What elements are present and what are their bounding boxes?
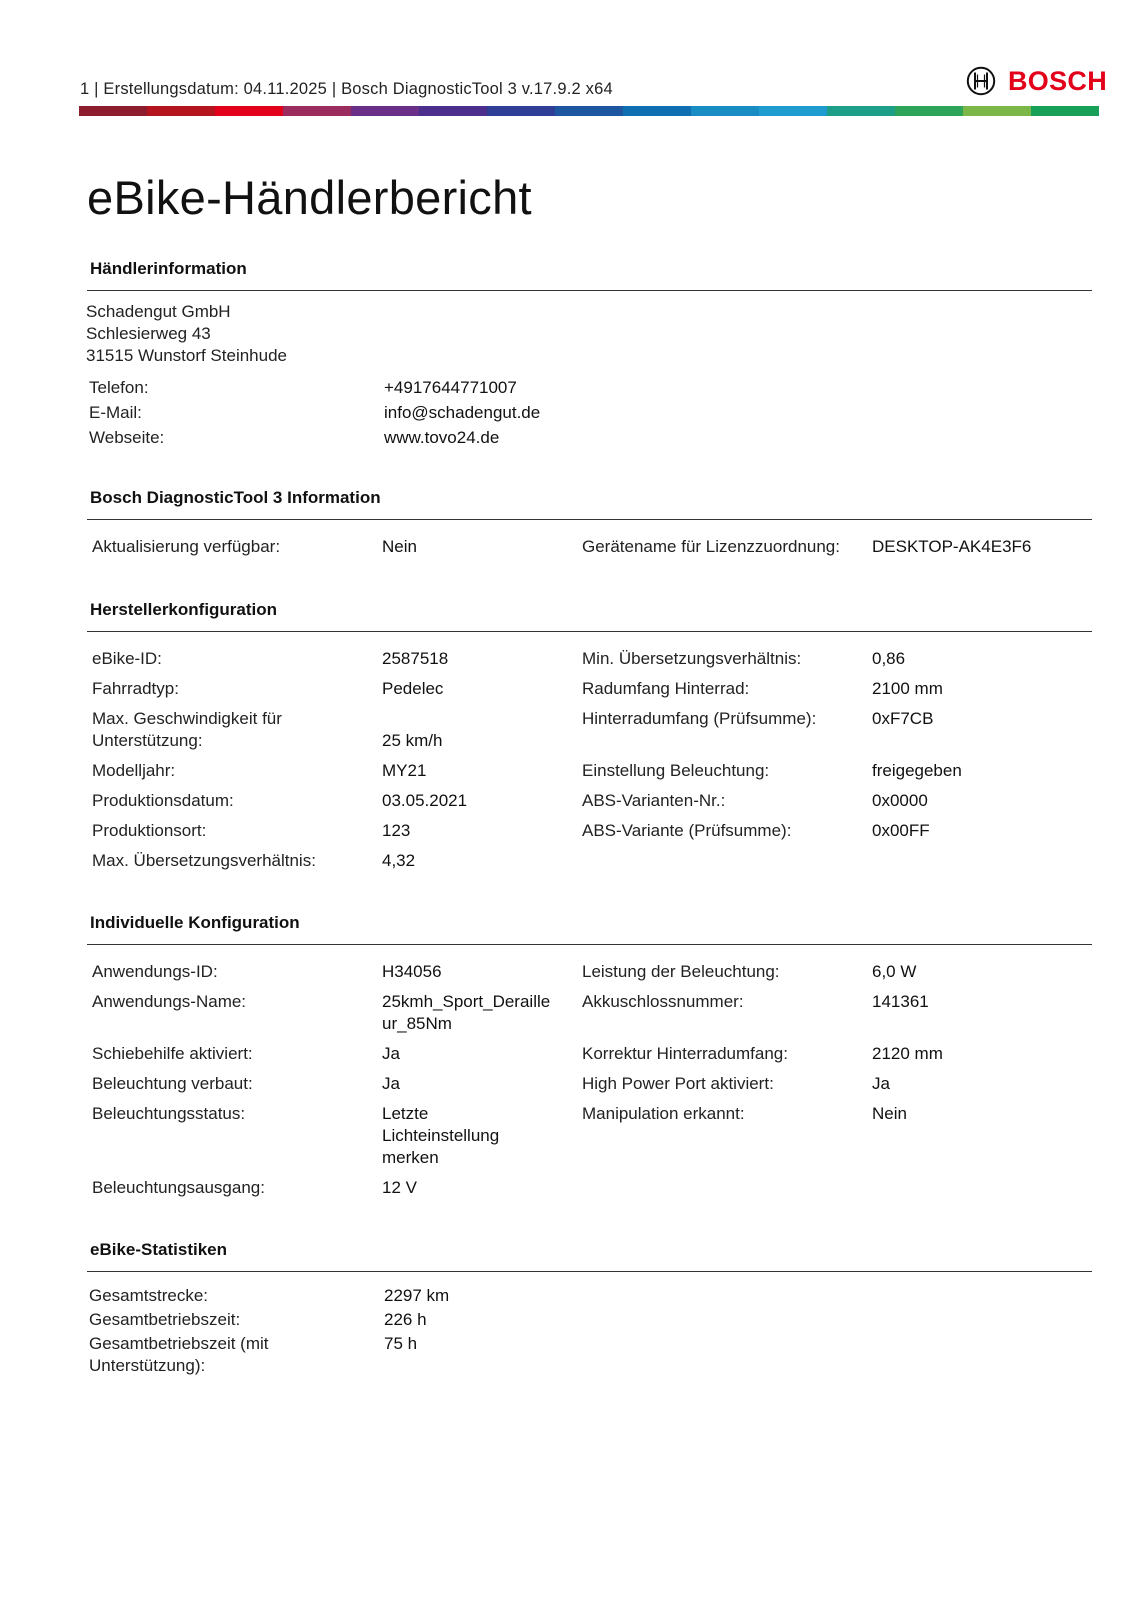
field-value: Letzte	[382, 1104, 429, 1123]
color-bar-segment	[487, 106, 555, 116]
field-value: Ja	[872, 1074, 890, 1093]
field-value: 0x0000	[872, 791, 928, 810]
field-value: 0xF7CB	[872, 709, 934, 728]
stat-value: 75 h	[384, 1334, 418, 1353]
stat-value: 2297 km	[384, 1286, 450, 1305]
color-bar-segment	[147, 106, 215, 116]
color-bar-segment	[895, 106, 963, 116]
email-label: E-Mail:	[89, 403, 142, 422]
field-value: 0,86	[872, 649, 906, 668]
website-value: www.tovo24.de	[384, 428, 500, 447]
field-value: Lichteinstellung	[382, 1126, 500, 1145]
website-label: Webseite:	[89, 428, 165, 447]
field-value: merken	[382, 1148, 439, 1167]
field-value: 123	[382, 821, 411, 840]
color-bar-segment	[283, 106, 351, 116]
field-value: 4,32	[382, 851, 416, 870]
field-label: Produktionsort:	[92, 821, 207, 840]
field-value: 2587518	[382, 649, 449, 668]
field-label: ABS-Variante (Prüfsumme):	[582, 821, 792, 840]
device-name-label: Gerätename für Lizenzzuordnung:	[582, 537, 840, 556]
field-label: Schiebehilfe aktiviert:	[92, 1044, 253, 1063]
stat-value: 226 h	[384, 1310, 427, 1329]
color-bar-segment	[79, 106, 147, 116]
device-name-value: DESKTOP-AK4E3F6	[872, 537, 1032, 556]
update-value: Nein	[382, 537, 417, 556]
divider	[87, 290, 1092, 291]
field-label: Modelljahr:	[92, 761, 176, 780]
field-label: Beleuchtungsstatus:	[92, 1104, 246, 1123]
stat-label: Unterstützung):	[89, 1356, 206, 1375]
field-label: Hinterradumfang (Prüfsumme):	[582, 709, 817, 728]
field-value: 2100 mm	[872, 679, 943, 698]
report-header-line: 1 | Erstellungsdatum: 04.11.2025 | Bosch DiagnosticTool 3 v.17.9.2 x64	[80, 80, 613, 98]
field-label: Akkuschlossnummer:	[582, 992, 744, 1011]
field-label: Radumfang Hinterrad:	[582, 679, 750, 698]
field-label: Anwendungs-Name:	[92, 992, 247, 1011]
section-heading-manufacturer: Herstellerkonfiguration	[90, 600, 278, 619]
update-label: Aktualisierung verfügbar:	[92, 537, 281, 556]
stat-label: Gesamtstrecke:	[89, 1286, 209, 1305]
page-title: eBike-Händlerbericht	[87, 171, 532, 224]
section-heading-individual: Individuelle Konfiguration	[90, 913, 300, 932]
field-value: Pedelec	[382, 679, 444, 698]
field-label: Beleuchtungsausgang:	[92, 1178, 265, 1197]
color-bar-segment	[555, 106, 623, 116]
field-value: Ja	[382, 1044, 400, 1063]
field-label: Beleuchtung verbaut:	[92, 1074, 253, 1093]
bosch-logo-text: BOSCH	[1008, 66, 1108, 96]
bosch-logo	[966, 66, 1107, 96]
section-heading-stats: eBike-Statistiken	[90, 1240, 227, 1259]
dealer-address-line: Schlesierweg 43	[86, 324, 211, 343]
field-label: Max. Geschwindigkeit für	[92, 709, 282, 728]
color-bar-segment	[759, 106, 827, 116]
color-bar-segment	[623, 106, 691, 116]
field-label: ABS-Varianten-Nr.:	[582, 791, 726, 810]
field-label: Fahrradtyp:	[92, 679, 179, 698]
phone-value: +4917644771007	[384, 378, 517, 397]
field-value: 2120 mm	[872, 1044, 943, 1063]
section-heading-tool: Bosch DiagnosticTool 3 Information	[90, 488, 381, 507]
field-value: H34056	[382, 962, 442, 981]
field-label: Einstellung Beleuchtung:	[582, 761, 770, 780]
field-value: 12 V	[382, 1178, 417, 1197]
email-value: info@schadengut.de	[384, 403, 541, 422]
brand-color-bar	[79, 106, 1099, 116]
field-label: Min. Übersetzungsverhältnis:	[582, 649, 802, 668]
field-value: ur_85Nm	[382, 1014, 452, 1033]
color-bar-segment	[351, 106, 419, 116]
field-label: Unterstützung:	[92, 731, 203, 750]
field-label: Leistung der Beleuchtung:	[582, 962, 780, 981]
color-bar-segment	[1031, 106, 1099, 116]
field-value: 25 km/h	[382, 731, 443, 750]
field-label: High Power Port aktiviert:	[582, 1074, 774, 1093]
field-value: 03.05.2021	[382, 791, 468, 810]
field-label: Produktionsdatum:	[92, 791, 234, 810]
stat-label: Gesamtbetriebszeit:	[89, 1310, 241, 1329]
section-heading-dealer: Händlerinformation	[90, 259, 247, 278]
divider	[87, 944, 1092, 945]
field-value: 0x00FF	[872, 821, 930, 840]
field-label: Max. Übersetzungsverhältnis:	[92, 851, 316, 870]
color-bar-segment	[419, 106, 487, 116]
field-value: Nein	[872, 1104, 907, 1123]
field-value: 25kmh_Sport_Deraille	[382, 992, 551, 1011]
dealer-address-line: Schadengut GmbH	[86, 302, 231, 321]
color-bar-segment	[215, 106, 283, 116]
bosch-armature-icon	[966, 66, 996, 96]
color-bar-segment	[827, 106, 895, 116]
field-value: freigegeben	[872, 761, 962, 780]
field-value: 6,0 W	[872, 962, 917, 981]
field-label: Manipulation erkannt:	[582, 1104, 745, 1123]
divider	[87, 631, 1092, 632]
field-label: Anwendungs-ID:	[92, 962, 218, 981]
divider	[87, 1271, 1092, 1272]
stat-label: Gesamtbetriebszeit (mit	[89, 1334, 269, 1353]
color-bar-segment	[963, 106, 1031, 116]
color-bar-segment	[691, 106, 759, 116]
field-value: Ja	[382, 1074, 400, 1093]
field-value: MY21	[382, 761, 427, 780]
phone-label: Telefon:	[89, 378, 149, 397]
field-value: 141361	[872, 992, 929, 1011]
dealer-address-line: 31515 Wunstorf Steinhude	[86, 346, 287, 365]
field-label: eBike-ID:	[92, 649, 162, 668]
field-label: Korrektur Hinterradumfang:	[582, 1044, 788, 1063]
divider	[87, 519, 1092, 520]
